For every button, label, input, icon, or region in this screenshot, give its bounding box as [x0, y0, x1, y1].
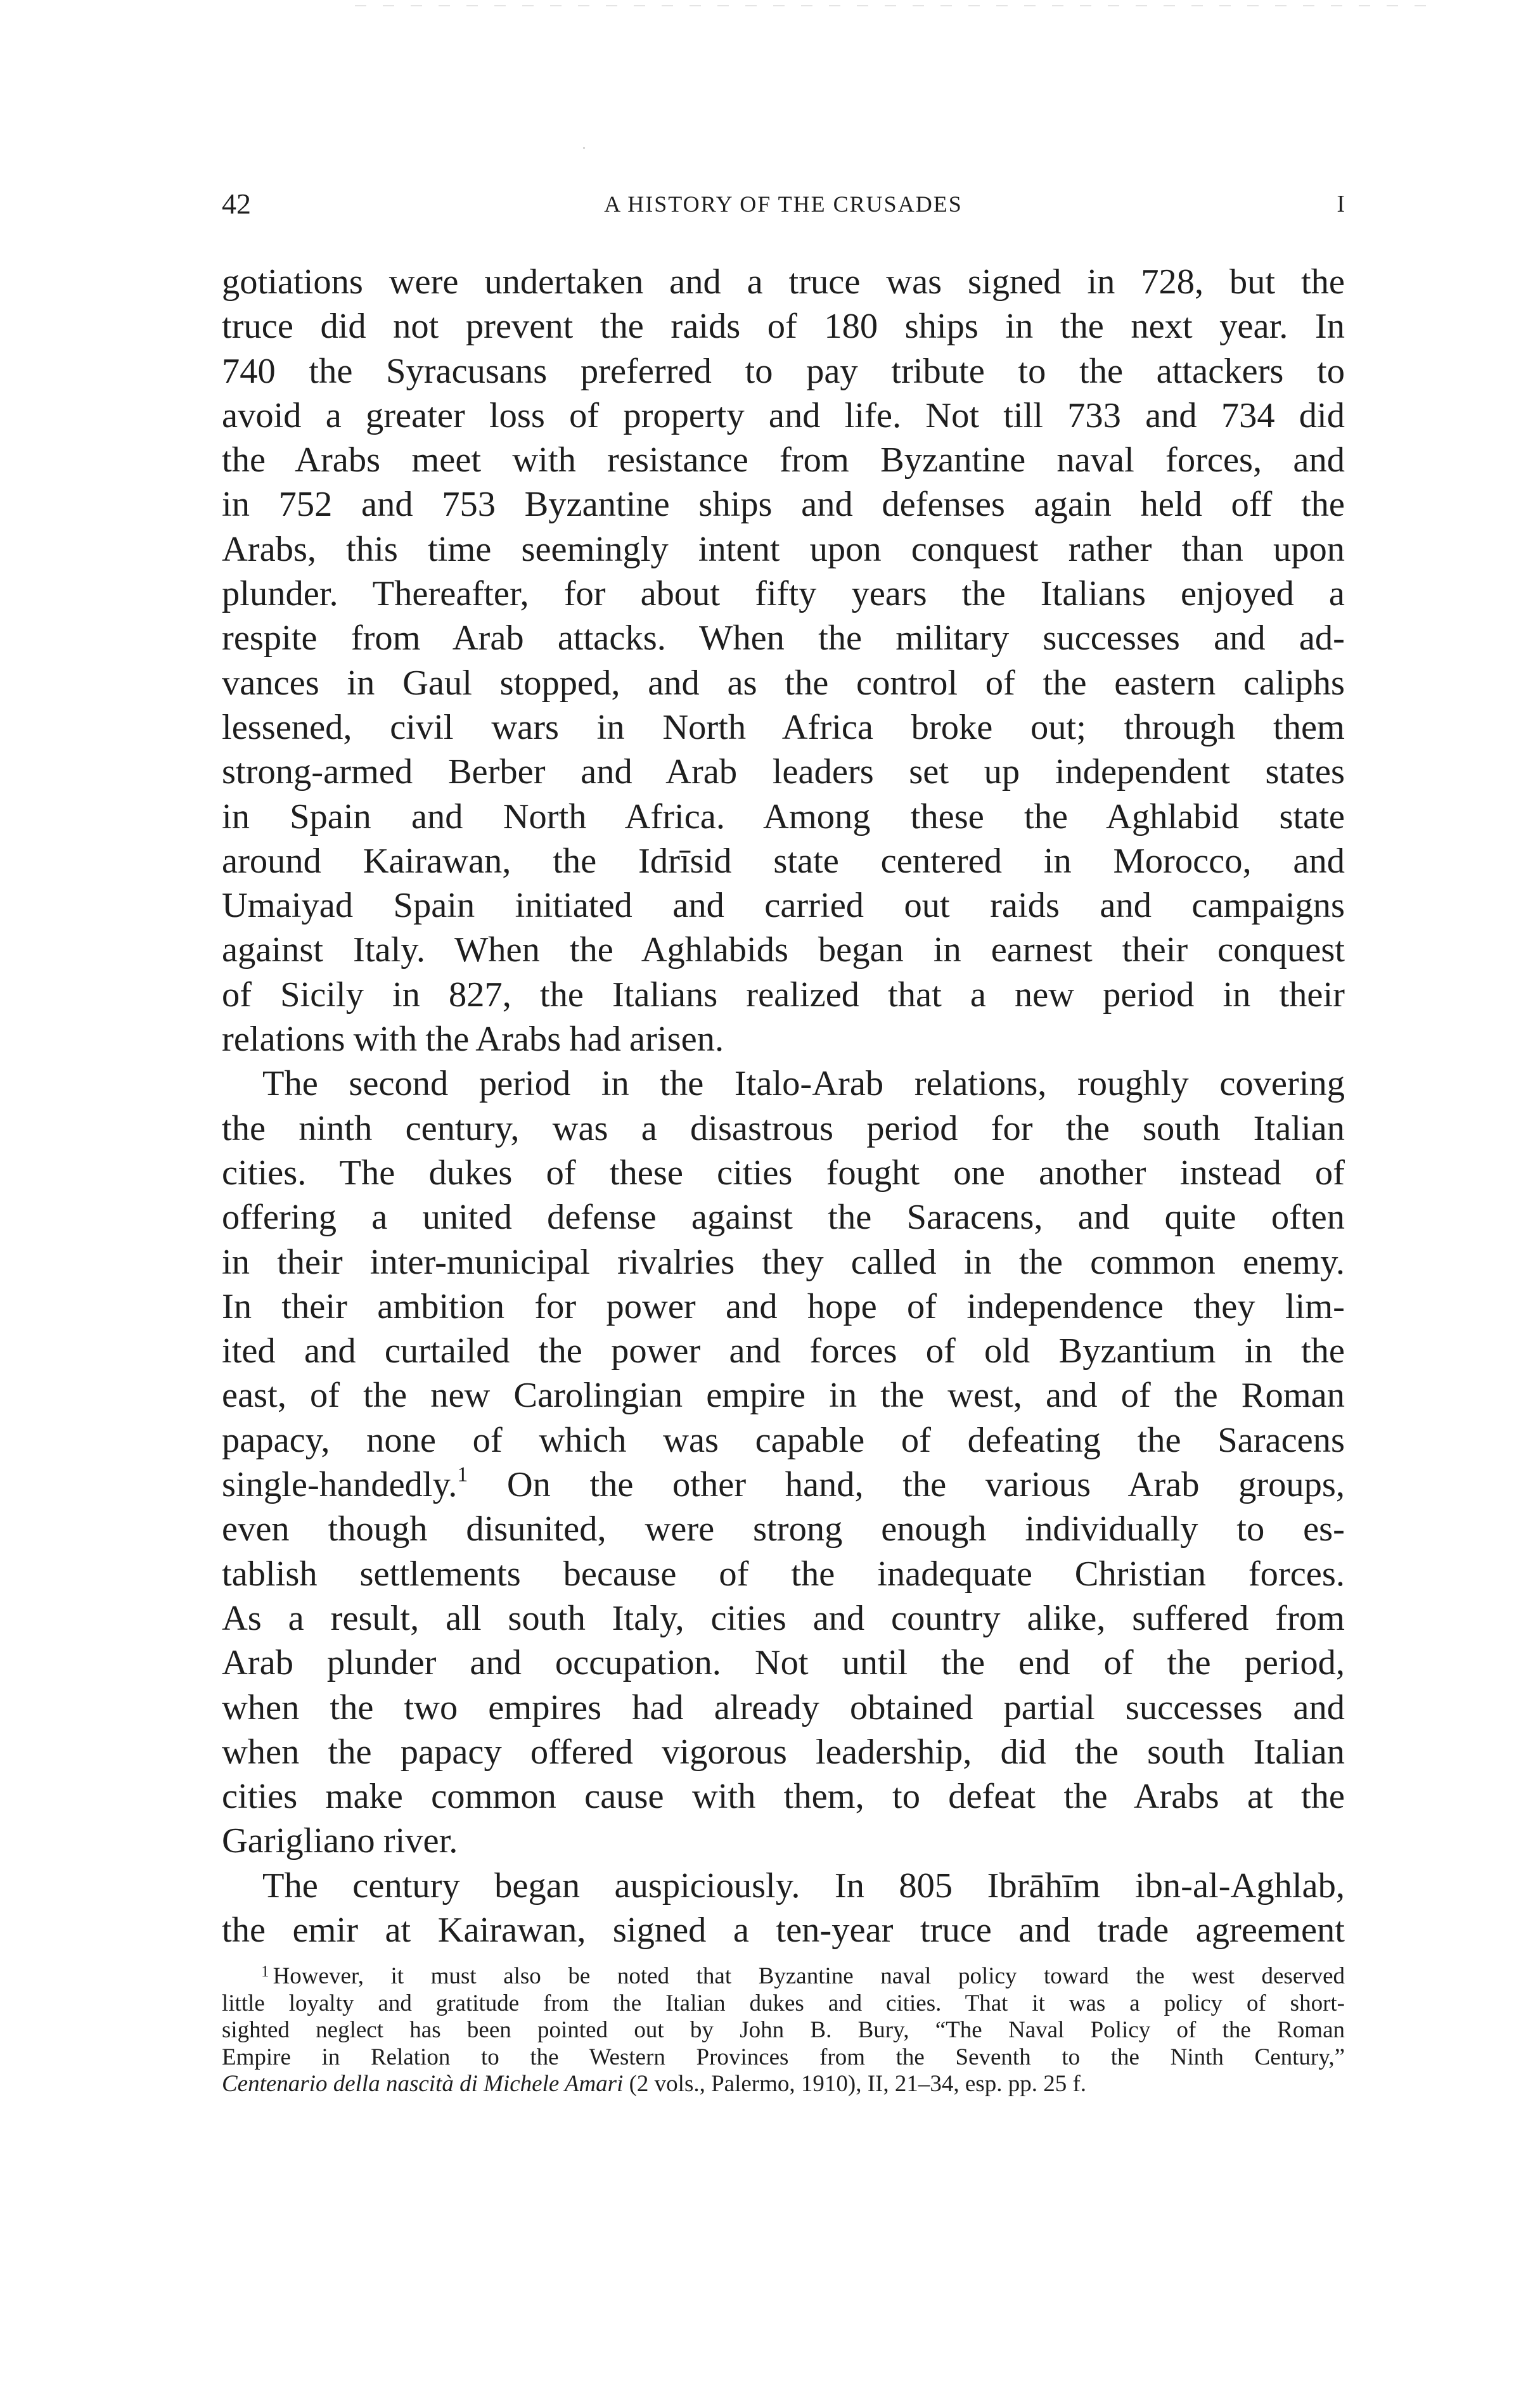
text-line: Garigliano river.: [222, 1821, 458, 1861]
text-line: plunder. Thereafter, for about fifty years the Italians enjoyed a: [222, 574, 1345, 614]
text-line: in Spain and North Africa. Among these the Aghlabid state: [222, 797, 1345, 836]
footnote-marker: 1: [261, 1963, 269, 1980]
text-line: when the two empires had already obtained partial successes and: [222, 1688, 1345, 1727]
text-line: 740 the Syracusans preferred to pay tribute to the attackers to: [222, 351, 1345, 391]
footnote-reference: 1: [457, 1463, 468, 1487]
paragraph-3: [222, 1864, 1345, 1953]
text-line: east, of the new Carolingian empire in the west, and of the Roman: [222, 1376, 1345, 1416]
text-line: vances in Gaul stopped, and as the control of the eastern caliphs: [222, 663, 1345, 703]
text-line: cities. The dukes of these cities fought one another instead of: [222, 1153, 1345, 1193]
citation-title: Centenario della nascità di Michele Amari: [222, 2071, 624, 2097]
text-line: The second period in the Italo-Arab relations, roughly covering: [262, 1064, 1345, 1104]
text-line: respite from Arab attacks. When the military successes and ad-: [222, 618, 1345, 658]
text-fragment: single-handedly.: [222, 1465, 458, 1505]
text-line: In their ambition for power and hope of independence they lim-: [222, 1286, 1345, 1326]
running-title: A HISTORY OF THE CRUSADES: [604, 191, 963, 217]
text-line: truce did not prevent the raids of 180 ships in the next year. In: [222, 307, 1345, 347]
text-line: lessened, civil wars in North Africa broke out; through them: [222, 707, 1345, 747]
text-line: cities make common cause with them, to defeat the Arabs at the: [222, 1777, 1345, 1817]
footnote-line: sighted neglect has been pointed out by John B. Bury, “The Naval Policy of the Roman: [222, 2017, 1345, 2043]
text-line: offering a united defense against the Saracens, and quite often: [222, 1198, 1345, 1238]
text-line: As a result, all south Italy, cities and country alike, suffered from: [222, 1598, 1345, 1638]
footnote-text: However, it must also be noted that Byzantine naval policy toward the west deserved: [273, 1963, 1345, 1989]
text-line: gotiations were undertaken and a truce was signed in 728, but the: [222, 262, 1345, 302]
text-line: Umaiyad Spain initiated and carried out raids and campaigns: [222, 886, 1345, 926]
text-line: The century began auspiciously. In 805 Ibrāhīm ibn-al-Aghlab,: [262, 1866, 1345, 1905]
text-line: of Sicily in 827, the Italians realized that a new period in their: [222, 975, 1345, 1015]
text-line: in their inter-municipal rivalries they called in the common enemy.: [222, 1242, 1345, 1282]
text-line: in 752 and 753 Byzantine ships and defenses again held off the: [222, 485, 1345, 525]
text-line: avoid a greater loss of property and life. Not till 733 and 734 did: [222, 395, 1345, 435]
text-line: the Arabs meet with resistance from Byzantine naval forces, and: [222, 440, 1345, 480]
text-line-with-footnote: [222, 1463, 1345, 1507]
text-line: Arab plunder and occupation. Not until the end of the period,: [222, 1643, 1345, 1683]
text-line: against Italy. When the Aghlabids began in earnest their conquest: [222, 930, 1345, 970]
footnote-line: [222, 1963, 1345, 1990]
text-line: strong-armed Berber and Arab leaders set up independent states: [222, 752, 1345, 792]
running-head: [222, 184, 1345, 224]
citation-details: (2 vols., Palermo, 1910), II, 21–34, esp. pp. 25 f.: [623, 2071, 1087, 2097]
text-fragment: On the other hand, the various Arab groups,: [468, 1465, 1345, 1505]
text-line: the ninth century, was a disastrous period for the south Italian: [222, 1108, 1345, 1148]
scan-artifact: [355, 5, 1432, 6]
text-line: ited and curtailed the power and forces of old Byzantium in the: [222, 1331, 1345, 1371]
text-line: tablish settlements because of the inadequate Christian forces.: [222, 1554, 1345, 1594]
text-line: Arabs, this time seemingly intent upon conquest rather than upon: [222, 529, 1345, 569]
text-line: around Kairawan, the Idrīsid state centered in Morocco, and: [222, 841, 1345, 881]
text-line: relations with the Arabs had arisen.: [222, 1020, 724, 1060]
chapter-number: I: [1337, 191, 1345, 217]
text-line: when the papacy offered vigorous leadership, did the south Italian: [222, 1732, 1345, 1772]
body-text: [222, 260, 1345, 1952]
paragraph-2: [222, 1061, 1345, 1863]
footnote-line: Empire in Relation to the Western Provinces from the Seventh to the Ninth Century,”: [222, 2044, 1345, 2070]
text-line: even though disunited, were strong enough individually to es-: [222, 1509, 1345, 1549]
footnote-citation-line: [222, 2071, 1345, 2098]
text-line: papacy, none of which was capable of defeating the Saracens: [222, 1420, 1345, 1460]
scan-speck: [583, 147, 585, 149]
text-line: the emir at Kairawan, signed a ten-year truce and trade agreement: [222, 1910, 1345, 1950]
page-number: 42: [222, 188, 251, 220]
footnote-block: [222, 1963, 1345, 2098]
paragraph-1: [222, 260, 1345, 1061]
footnote-line: little loyalty and gratitude from the Italian dukes and cities. That it was a policy of short-: [222, 1990, 1345, 2016]
